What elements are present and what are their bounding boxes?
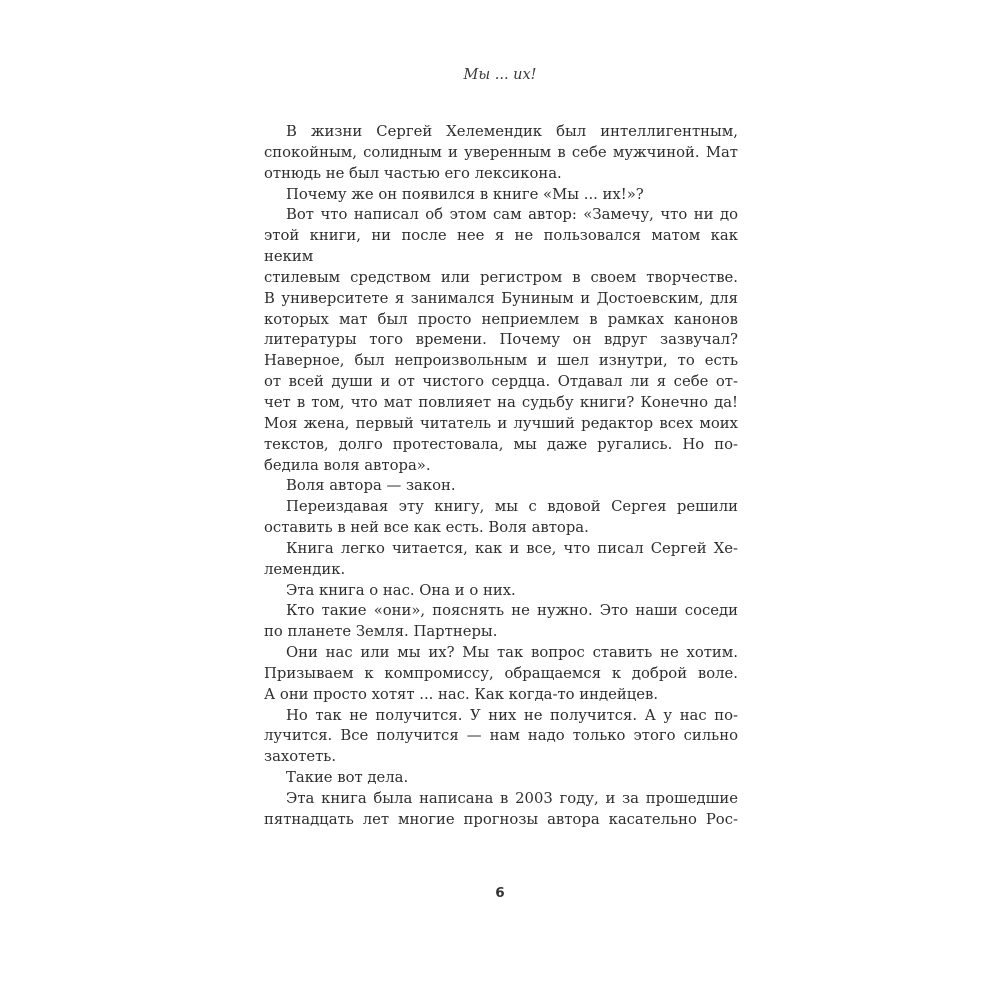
text-line: Переиздавая эту книгу, мы с вдовой Сергея решили	[286, 498, 738, 516]
text-line: литературы того времени. Почему он вдруг зазвучал?	[264, 331, 738, 349]
text-line: Кто такие «они», пояснять не нужно. Это наши соседи	[286, 602, 738, 620]
paragraph	[264, 497, 738, 539]
text-line: Такие вот дела.	[286, 769, 409, 787]
text-line: лучится. Все получится — нам надо только этого сильно	[264, 727, 738, 745]
text-block	[264, 122, 738, 831]
text-line: отнюдь не был частью его лексикона.	[264, 164, 562, 182]
text-line: В жизни Сергей Хелемендик был интеллигентным,	[286, 123, 738, 140]
paragraph	[264, 643, 738, 706]
text-line: Моя жена, первый читатель и лучший редактор всех моих	[264, 414, 738, 432]
paragraph	[264, 476, 738, 497]
running-head: Мы ... их!	[463, 67, 537, 83]
text-line: Книга легко читается, как и все, что писал Сергей Хе-	[286, 539, 738, 557]
text-line: Вот что написал об этом сам автор: «Замечу, что ни до	[286, 206, 738, 224]
paragraph	[264, 539, 738, 581]
text-line: А они просто хотят ... нас. Как когда-то индейцев.	[264, 685, 659, 703]
text-line: пятнадцать лет многие прогнозы автора касательно Рос-	[264, 810, 738, 828]
paragraph	[264, 185, 738, 206]
paragraph	[264, 706, 738, 769]
paragraph	[264, 601, 738, 643]
text-line: В университете я занимался Буниным и Достоевским, для	[264, 289, 738, 307]
text-line: Призываем к компромиссу, обращаемся к доброй воле.	[264, 664, 738, 682]
text-line: лемендик.	[264, 560, 346, 578]
text-line: бедила воля автора».	[264, 456, 431, 474]
text-line: стилевым средством или регистром в своем творчестве.	[264, 268, 738, 286]
paragraph	[264, 581, 738, 602]
text-line: Эта книга была написана в 2003 году, и за прошедшие	[286, 790, 738, 807]
text-line: Но так не получится. У них не получится. А у нас по-	[286, 706, 738, 724]
text-line: Наверное, был непроизвольным и шел изнутри, то есть	[264, 352, 738, 370]
paragraph	[264, 789, 738, 831]
text-line: Почему же он появился в книге «Мы ... их!»?	[286, 185, 644, 203]
text-line: Они нас или мы их? Мы так вопрос ставить не хотим.	[286, 644, 738, 662]
text-line: которых мат был просто неприемлем в рамках канонов	[264, 310, 738, 328]
text-line: этой книги, ни после нее я не пользовался матом как неким	[264, 227, 738, 266]
text-line: спокойным, солидным и уверенным в себе мужчиной. Мат	[264, 143, 738, 161]
paragraph	[264, 122, 738, 185]
text-line: оставить в ней все как есть. Воля автора.	[264, 519, 589, 537]
page-number: 6	[495, 885, 505, 901]
text-line: захотеть.	[264, 748, 337, 766]
paragraph	[264, 205, 738, 476]
text-line: текстов, долго протестовала, мы даже ругались. Но по-	[264, 435, 738, 453]
paragraph	[264, 768, 738, 789]
text-line: по планете Земля. Партнеры.	[264, 623, 498, 641]
text-line: чет в том, что мат повлияет на судьбу книги? Конечно да!	[264, 393, 738, 411]
text-line: Воля автора — закон.	[286, 477, 456, 495]
text-line: Эта книга о нас. Она и о них.	[286, 581, 516, 599]
text-line: от всей души и от чистого сердца. Отдавал ли я себе от-	[264, 373, 738, 391]
